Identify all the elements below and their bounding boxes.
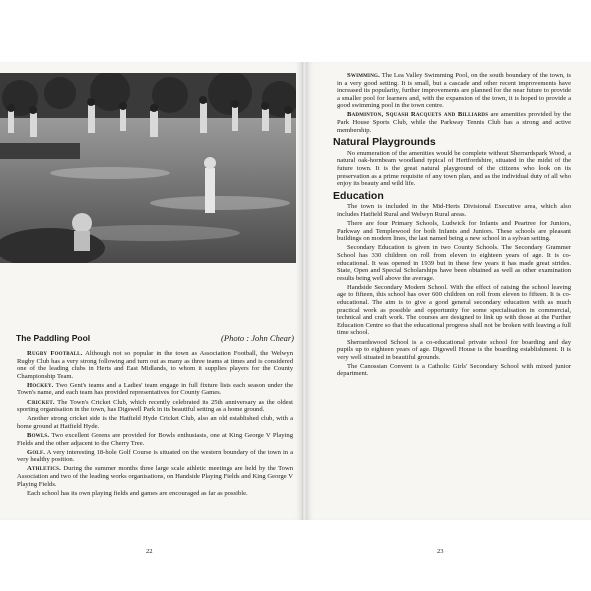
heading-education: Education: [333, 189, 384, 202]
right-page: [306, 62, 591, 555]
left-page-text: [17, 350, 293, 499]
paragraph-handside-school: Handside Secondary Modern School. With the effect of raising the school leaving age to fifteen, this school has over 600 children on roll from eleven to fifteen. It is co-educational. The aim is to give a good general secondary education with as much practical work as possible and opportunity for some specialisation in commercial, technical and craft work. The courses are designed to link up with those at the Further Education Centre so that the educational progress shall not be broken with leaving a full time school.: [337, 283, 571, 337]
caption-credit: (Photo : John Chear): [221, 333, 294, 343]
paragraph-hockey: Hockey. Two Gent's teams and a Ladies' team engage in full fixture lists each season under the Town's name, and each team has provided representatives for County Games.: [17, 381, 293, 397]
paragraph-sherrardswood-school: Sherrardswood School is a co-educational private school for boarding and day pupils up to eighteen years of age. Digswell House is the boarding establishment. It is very well situated in beautiful grounds.: [337, 338, 571, 361]
paragraph-rugby: Rugby Football. Although not so popular in the town as Association Football, the Welwyn Rugby Club has a very strong following and turn out as many as three teams at times and is considered one of the leading clubs in Herts and East Midlands, to whom it supplies players for the County Championship Team.: [17, 350, 294, 380]
paragraph-bowls: Bowls. Two excellent Greens are provided for Bowls enthusiasts, one at King George V Playing Fields and the other adjacent to the Cherry Tree.: [17, 431, 293, 447]
left-page: [0, 62, 303, 555]
paragraph-school-fields: Each school has its own playing fields and games are encouraged as far as possible.: [27, 489, 248, 497]
caption-title: The Paddling Pool: [16, 333, 91, 343]
paragraph-cricket: Cricket. The Town's Cricket Club, which recently celebrated its 25th anniversary as the oldest sporting organisation in the town, has Digswell Park in its beautiful setting as a home ground.: [17, 398, 293, 414]
paragraph-swimming: Swimming. The Lea Valley Swimming Pool, on the south boundary of the town, is in a very good setting. It is small, but a cascade and other recent improvements have increased its popularity, further improvements are planned for the near future to provide a smaller pool for learners and, with the expansion of the town, it is hoped to provide a good swimming pool in the town centre.: [337, 72, 571, 110]
paddling-pool-photo: [0, 73, 296, 263]
heading-natural-playgrounds: Natural Playgrounds: [333, 136, 436, 149]
paragraph-primary-schools: There are four Primary Schools, Ludwick for Infants and Peartree for Juniors, Parkway and Templewood for both Infants and Juniors. These schools are pleasant buildings on modern lines, the last named being a new school in a sylvan setting.: [337, 220, 571, 243]
page-number-left: 22: [146, 548, 153, 555]
paragraph-athletics: Athletics. During the summer months three large scale athletic meetings are held by the Town Association and two of the leading works organisations, on Handside Playing Fields and King George V Playing Fields.: [17, 465, 293, 488]
paragraph-mid-herts: The town is included in the Mid-Herts Divisional Executive area, which also includes Hatfield Rural and Welwyn Rural areas.: [337, 203, 571, 218]
paragraph-sherrardspark: No enumeration of the amenities would be complete without Sherrardspark Wood, a natural oak-hornbeam woodland typical of Hertfordshire, situated in the midst of the future town. It is the great natural playground of the citizens who look on its preservation as a prime requisite of any town plan, and as the individual duty of all who enjoy its beauty and wild life.: [337, 149, 571, 188]
paragraph-hatfield-cricket: Another strong cricket side is the Hatfield Hyde Cricket Club, also an old established club, with a home ground at Hatfield Hyde.: [17, 415, 293, 430]
pool-photo-image: [0, 73, 296, 263]
paragraph-badminton: Badminton, Squash Racquets and Billiards are amenities provided by the Park House Sports Club, while the Parkway Tennis Club has a strong and active membership.: [337, 111, 572, 134]
right-page-text: [333, 72, 572, 379]
paragraph-canossian-convent: The Canossian Convent is a Catholic Girls' Secondary School with mixed junior department.: [337, 362, 571, 378]
paragraph-secondary-education: Secondary Education is given in two County Schools. The Secondary Grammer School has 330 children on roll from eleven to eighteen years of age. It is co-educational. It was opened in 1939 but in these few years it has made great strides. State, Open and Special Scholarships have been obtained as well as other examination results being well above the average.: [337, 244, 571, 282]
page-number-right: 23: [437, 548, 444, 555]
paragraph-golf: Golf. A very interesting 18-hole Golf Course is situated on the western boundary of the town in a very healthy position.: [17, 448, 293, 464]
photo-caption: [16, 333, 294, 343]
